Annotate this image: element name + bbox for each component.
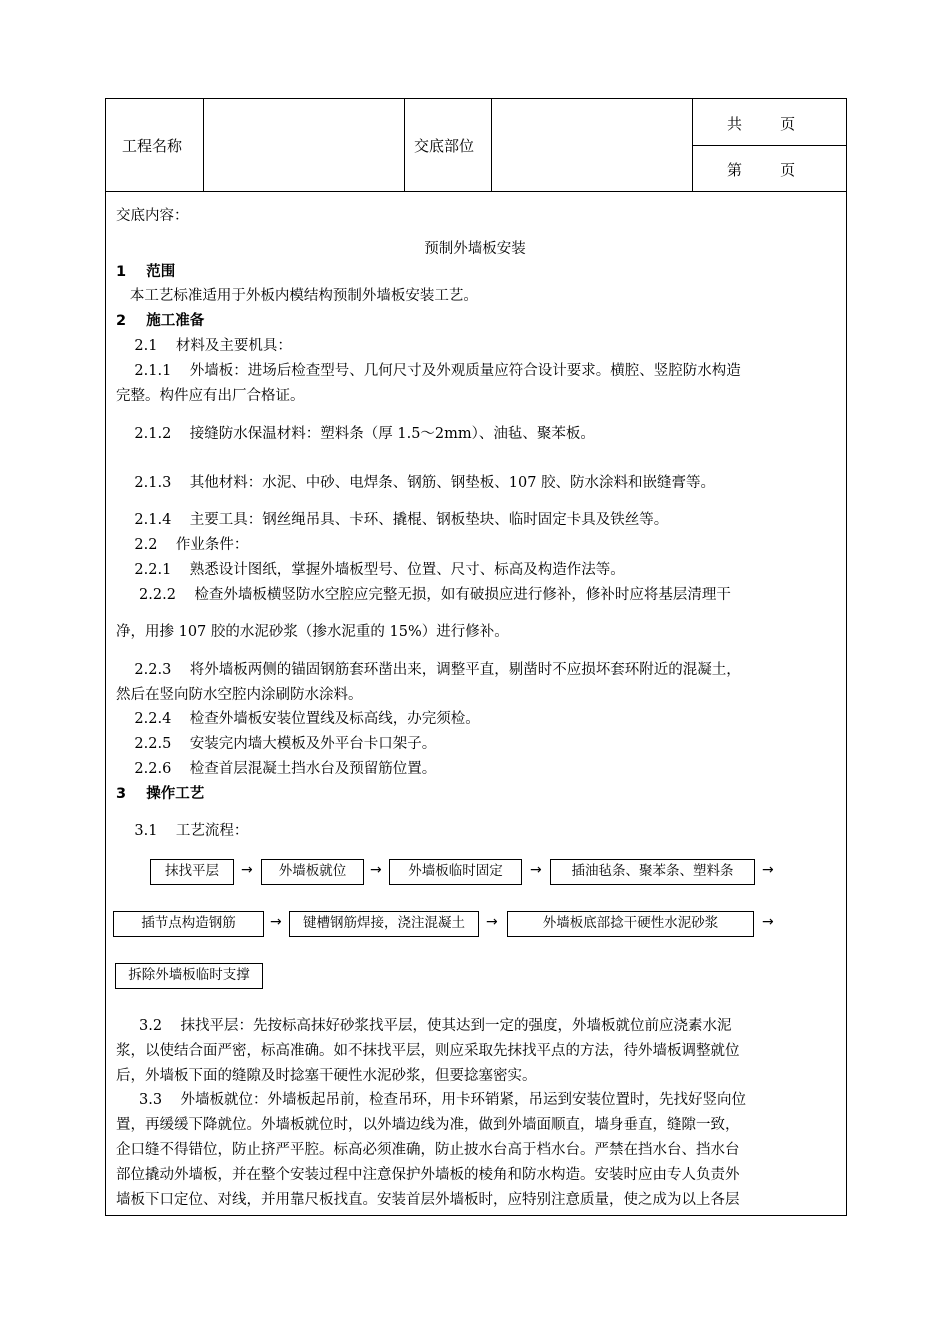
paragraph-line: 后，外墙板下面的缝隙及时捻塞干硬性水泥砂浆，但要捻塞密实。 bbox=[116, 1068, 537, 1084]
paragraph-line: 然后在竖向防水空腔内涂刷防水涂料。 bbox=[116, 687, 363, 703]
paragraph-line: 2.1.4 主要工具：钢丝绳吊具、卡环、撬棍、钢板垫块、临时固定卡具及铁丝等。 bbox=[116, 512, 669, 528]
flow-step-remove-support: 拆除外墙板临时支撑 bbox=[115, 963, 263, 989]
paragraph-line: 2.1.3 其他材料：水泥、中砂、电焊条、钢筋、钢垫板、107 胶、防水涂料和嵌缝膏等。 bbox=[116, 475, 716, 491]
project-name-label: 工程名称 bbox=[122, 137, 183, 155]
paragraph-line: 3.2 抹找平层：先按标高抹好砂浆找平层，使其达到一定的强度，外墙板就位前应浇素水泥 bbox=[116, 1018, 732, 1034]
header-divider-3 bbox=[491, 98, 492, 191]
location-label: 交底部位 bbox=[414, 137, 475, 155]
paragraph-line: 2.2.2 检查外墙板横竖防水空腔应完整无损，如有破损应进行修补，修补时应将基层清理干 bbox=[116, 587, 731, 603]
header-divider-1 bbox=[203, 98, 204, 191]
paragraph-line: 2.2.3 将外墙板两侧的锚固钢筋套环凿出来，调整平直，剔凿时不应损坏套环附近的混凝土， bbox=[116, 662, 741, 678]
section-2-heading: 2 施工准备 bbox=[116, 313, 205, 329]
paragraph-line: 2.2.4 检查外墙板安装位置线及标高线，办完须检。 bbox=[116, 711, 480, 727]
flow-arrow: → bbox=[270, 914, 282, 930]
paragraph-line: 企口缝不得错位，防止挤严平腔。标高必须准确，防止披水台高于档水台。严禁在挡水台、挡水台 bbox=[116, 1142, 740, 1158]
paragraph-line: 部位撬动外墙板，并在整个安装过程中注意保护外墙板的棱角和防水构造。安装时应由专人负责外 bbox=[116, 1167, 740, 1183]
flow-arrow: → bbox=[370, 862, 382, 878]
document-title: 预制外墙板安装 bbox=[424, 241, 526, 257]
paragraph-line: 置，再缓缓下降就位。外墙板就位时，以外墙边线为准，做到外墙面顺直，墙身垂直，缝隙一致， bbox=[116, 1117, 740, 1133]
flow-arrow: → bbox=[486, 914, 498, 930]
flow-step-insert-strips: 插油毡条、聚苯条、塑料条 bbox=[550, 859, 755, 885]
paragraph-line: 2.2.6 检查首层混凝土挡水台及预留筋位置。 bbox=[116, 761, 437, 777]
flow-step-welding-concrete: 键槽钢筋焊接，浇注混凝土 bbox=[289, 911, 479, 937]
flow-step-positioning: 外墙板就位 bbox=[261, 859, 364, 885]
paragraph-line: 完整。构件应有出厂合格证。 bbox=[116, 388, 305, 404]
paragraph-line: 墙板下口定位、对线，并用靠尺板找直。安装首层外墙板时，应特别注意质量，使之成为以上各层 bbox=[116, 1192, 740, 1208]
page-cell-divider bbox=[692, 145, 847, 146]
paragraph-line: 2.2.1 熟悉设计图纸，掌握外墙板型号、位置、尺寸、标高及构造作法等。 bbox=[116, 562, 625, 578]
section-1-heading: 1 范围 bbox=[116, 264, 176, 280]
flow-step-dry-mortar: 外墙板底部捻干硬性水泥砂浆 bbox=[507, 911, 754, 937]
paragraph-line: 浆，以使结合面严密，标高准确。如不抹找平层，则应采取先抹找平点的方法，待外墙板调整就位 bbox=[116, 1043, 740, 1059]
header-divider-2 bbox=[404, 98, 405, 191]
section-3-heading: 3 操作工艺 bbox=[116, 786, 205, 802]
paragraph-line: 2.2 作业条件： bbox=[116, 537, 249, 553]
total-pages-label: 共 页 bbox=[727, 115, 796, 133]
content-label: 交底内容： bbox=[116, 208, 189, 224]
flow-step-leveling: 抹找平层 bbox=[150, 859, 234, 885]
paragraph-line: 2.1.1 外墙板：进场后检查型号、几何尺寸及外观质量应符合设计要求。横腔、竖腔防水构造 bbox=[116, 363, 741, 379]
paragraph-line: 净，用掺 107 胶的水泥砂浆（掺水泥重的 15%）进行修补。 bbox=[116, 624, 509, 640]
paragraph-line: 2.1 材料及主要机具： bbox=[116, 338, 292, 354]
paragraph-line: 本工艺标准适用于外板内模结构预制外墙板安装工艺。 bbox=[116, 288, 478, 304]
page-number-label: 第 页 bbox=[727, 161, 796, 179]
paragraph-line: 2.1.2 接缝防水保温材料：塑料条（厚 1.5～2mm）、油毡、聚苯板。 bbox=[116, 426, 595, 442]
flow-arrow: → bbox=[762, 862, 774, 878]
flow-arrow: → bbox=[530, 862, 542, 878]
flow-arrow: → bbox=[762, 914, 774, 930]
flow-arrow: → bbox=[241, 862, 253, 878]
flow-step-node-rebar: 插节点构造钢筋 bbox=[113, 911, 264, 937]
paragraph-line: 3.3 外墙板就位：外墙板起吊前，检查吊环，用卡环销紧，吊运到安装位置时，先找好竖向位 bbox=[116, 1092, 747, 1108]
header-bottom-line bbox=[105, 191, 847, 192]
flow-step-temporary-fixing: 外墙板临时固定 bbox=[389, 859, 522, 885]
paragraph-line: 3.1 工艺流程： bbox=[116, 823, 249, 839]
paragraph-line: 2.2.5 安装完内墙大模板及外平台卡口架子。 bbox=[116, 736, 437, 752]
